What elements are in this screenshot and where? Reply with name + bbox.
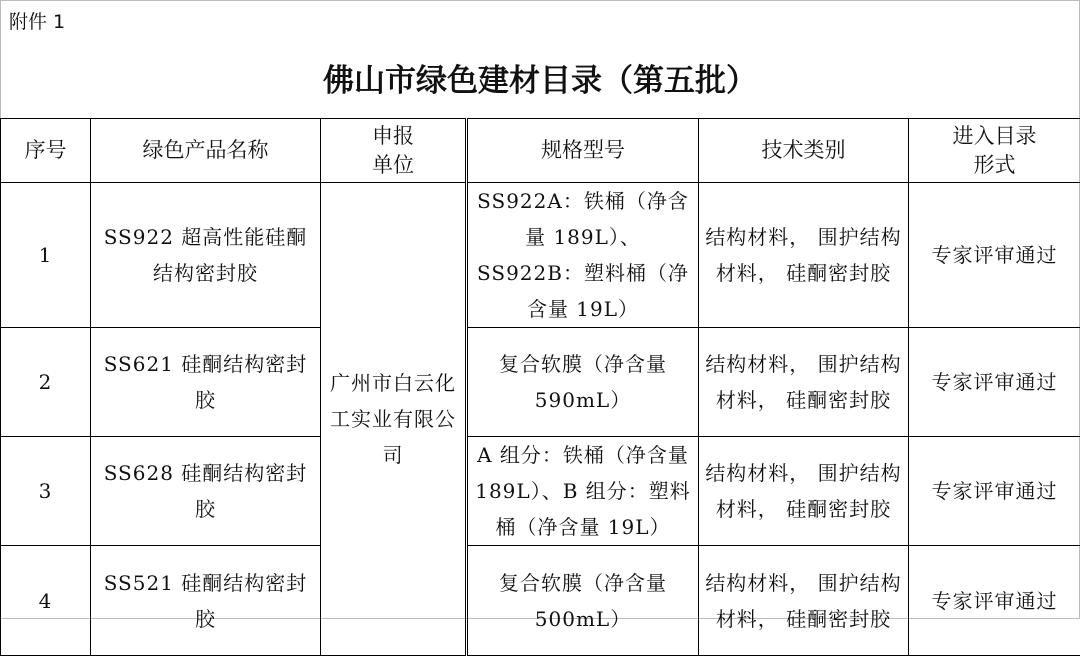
table-header-row: [1, 119, 1080, 183]
cell-index: 4: [1, 546, 91, 656]
header-entry-form-line1: 进入目录: [915, 122, 1074, 151]
header-applicant: [321, 119, 467, 183]
cell-spec: A 组分：铁桶（净含量 189L）、B 组分：塑料桶（净含量 19L）: [467, 437, 699, 546]
table-row: [1, 437, 1080, 546]
document-title: 佛山市绿色建材目录（第五批）: [0, 60, 1080, 102]
header-tech-category: 技术类别: [699, 119, 909, 183]
cell-product-name: SS621 硅酮结构密封胶: [91, 328, 321, 437]
cell-index: 1: [1, 183, 91, 328]
cell-entry-form: 专家评审通过: [909, 546, 1080, 656]
cell-entry-form: 专家评审通过: [909, 328, 1080, 437]
cell-index: 2: [1, 328, 91, 437]
header-spec: 规格型号: [467, 119, 699, 183]
cell-entry-form: 专家评审通过: [909, 437, 1080, 546]
cell-tech-category: 结构材料， 围护结构材料， 硅酮密封胶: [699, 546, 909, 656]
cell-product-name: SS628 硅酮结构密封胶: [91, 437, 321, 546]
header-applicant-line2: 单位: [327, 151, 459, 180]
header-entry-form-line2: 形式: [915, 151, 1074, 180]
cell-applicant: 广州市白云化工实业有限公司: [321, 183, 467, 656]
table-row: [1, 328, 1080, 437]
cell-tech-category: 结构材料， 围护结构材料， 硅酮密封胶: [699, 328, 909, 437]
cell-index: 3: [1, 437, 91, 546]
table-row: [1, 546, 1080, 656]
cell-product-name: SS521 硅酮结构密封胶: [91, 546, 321, 656]
cell-spec: 复合软膜（净含量 590mL）: [467, 328, 699, 437]
attachment-label: 附件 1: [9, 9, 65, 35]
cell-spec: 复合软膜（净含量 500mL）: [467, 546, 699, 656]
header-product-name: 绿色产品名称: [91, 119, 321, 183]
cell-spec: SS922A：铁桶（净含量 189L）、SS922B：塑料桶（净含量 19L）: [467, 183, 699, 328]
header-entry-form: [909, 119, 1080, 183]
cell-tech-category: 结构材料， 围护结构材料， 硅酮密封胶: [699, 437, 909, 546]
header-index: 序号: [1, 119, 91, 183]
cell-entry-form: 专家评审通过: [909, 183, 1080, 328]
cell-product-name: SS922 超高性能硅酮结构密封胶: [91, 183, 321, 328]
cell-tech-category: 结构材料， 围护结构材料， 硅酮密封胶: [699, 183, 909, 328]
header-applicant-line1: 申报: [327, 122, 459, 151]
table-row: [1, 183, 1080, 328]
green-material-catalog-table: [0, 118, 1080, 656]
